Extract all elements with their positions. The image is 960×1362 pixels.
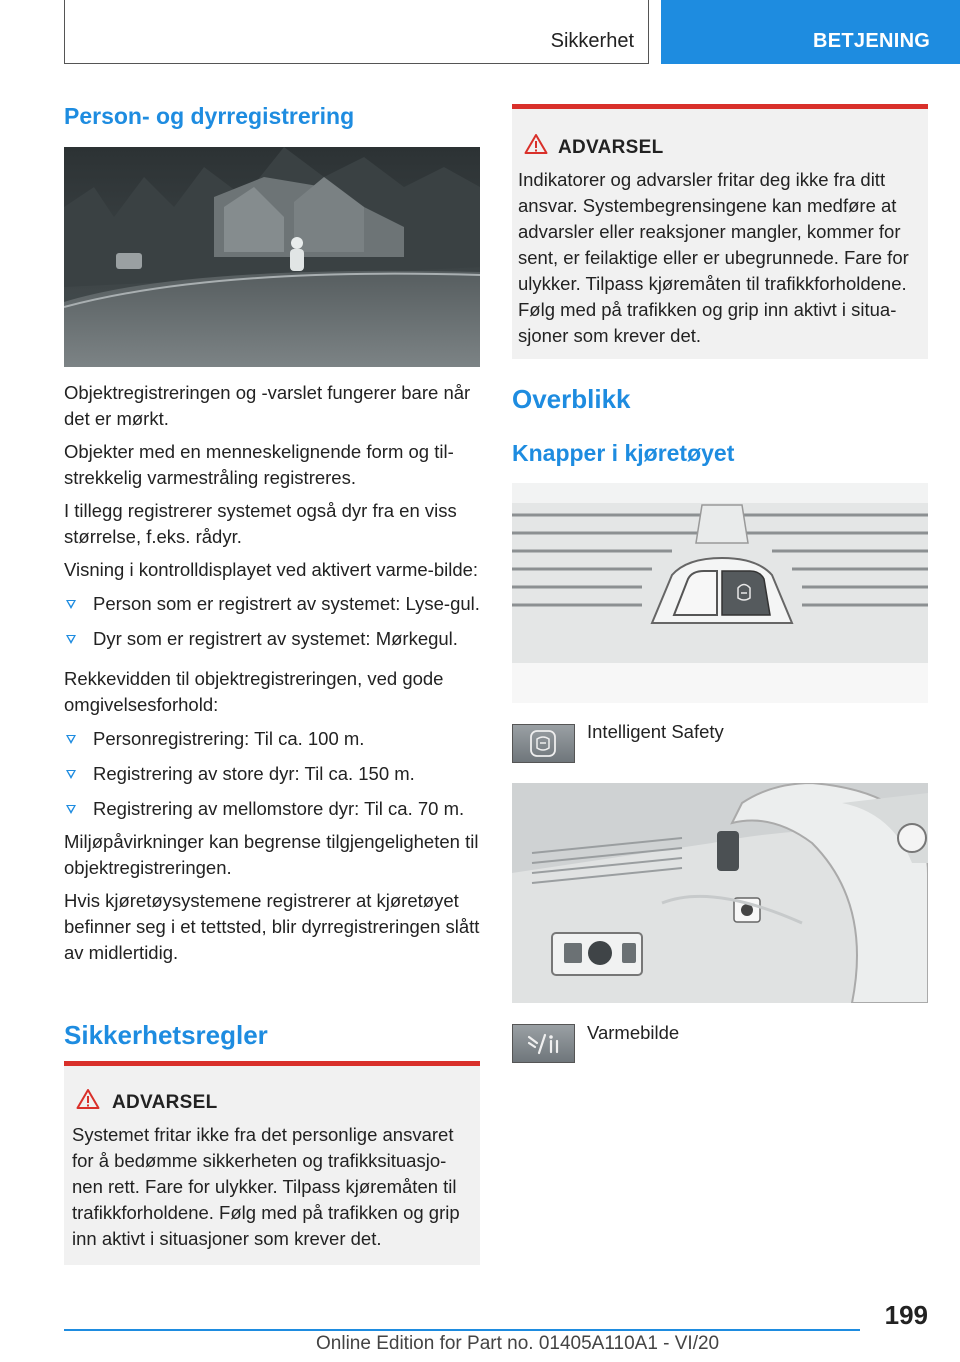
heading-safety-rules: Sikkerhetsregler — [64, 1020, 268, 1050]
paragraph: Visning i kontrolldisplayet ved aktivert varme-bilde: — [64, 559, 479, 580]
heading-buttons-in-vehicle: Knapper i kjøretøyet — [512, 440, 735, 466]
night-vision-image — [64, 147, 480, 367]
bullet-triangle-icon — [66, 735, 76, 744]
paragraph: Objekter med en menneskelignende form og til-strekkelig varmestråling registreres. — [64, 441, 454, 488]
warning-box-right — [512, 104, 928, 359]
list-item: Personregistrering: Til ca. 100 m. — [64, 726, 480, 752]
bullet-triangle-icon — [66, 635, 76, 644]
bullet-triangle-icon — [66, 805, 76, 814]
list-item: Person som er registrert av systemet: Lyse-gul. — [64, 591, 480, 617]
warning-title: ADVARSEL — [112, 1092, 218, 1113]
header-chapter-title: BETJENING — [813, 30, 931, 52]
paragraph: Rekkevidden til objektregistreringen, ved gode omgivelsesforhold: — [64, 668, 444, 715]
footer-edition: Online Edition for Part no. 01405A110A1 - VI/20 — [316, 1333, 720, 1354]
list-item: Dyr som er registrert av systemet: Mørkegul. — [64, 626, 480, 652]
thermal-image-button-icon — [512, 1024, 575, 1063]
intelligent-safety-button-icon — [512, 724, 575, 763]
warning-title: ADVARSEL — [558, 137, 664, 158]
display-bullet-list — [64, 591, 480, 652]
button-caption: Intelligent Safety — [587, 721, 724, 742]
warning-box-left — [64, 1061, 480, 1265]
bullet-triangle-icon — [66, 600, 76, 609]
list-item: Registrering av mellomstore dyr: Til ca. 70 m. — [64, 796, 480, 822]
heading-overview: Overblikk — [512, 384, 631, 414]
paragraph: Objektregistreringen og -varslet fungerer bare når det er mørkt. — [64, 382, 471, 429]
paragraph: Hvis kjøretøysystemene registrerer at kjøretøyet befinner seg i et tettsted, blir dyrregistreringen slått av midlertidig. — [64, 890, 480, 963]
bullet-triangle-icon — [66, 770, 76, 779]
steering-area-image — [512, 783, 928, 1003]
range-bullet-list — [64, 726, 480, 822]
paragraph: I tillegg registrerer systemet også dyr fra en viss størrelse, f.eks. rådyr. — [64, 500, 457, 547]
dashboard-button-image — [512, 483, 928, 703]
header-chapter-tab — [661, 0, 960, 64]
heading-person-animal-detection: Person- og dyrregistrering — [64, 103, 355, 129]
button-caption: Varmebilde — [587, 1022, 680, 1043]
header-section-tab — [64, 0, 649, 64]
left-text-block — [64, 380, 480, 966]
warning-text: Indikatorer og advarsler fritar deg ikke fra ditt ansvar. Systembegrensingene kan medføre at advarsler eller reaksjoner mangler, kommer for sent, er feilaktige eller er ubegrunnede. Fare for ulykker. Tilpass kjøremåten til trafikkforholdene. Følg med på trafikken og grip inn aktivt i situa-sjoner som krever det. — [518, 169, 909, 346]
warning-text: Systemet fritar ikke fra det personlige ansvaret for å bedømme sikkerheten og trafikksituasjo-nen rett. Fare for ulykker. Tilpass kjøremåten til trafikkforholdene. Følg med på trafikken og grip inn aktivt i situasjoner som krever det. — [72, 1124, 460, 1249]
header-section-title: Sikkerhet — [550, 30, 634, 52]
warning-triangle-icon — [76, 1088, 100, 1110]
warning-triangle-icon — [524, 133, 548, 155]
paragraph: Miljøpåvirkninger kan begrense tilgjengeligheten til objektregistreringen. — [64, 831, 479, 878]
list-item: Registrering av store dyr: Til ca. 150 m. — [64, 761, 480, 787]
page-number: 199 — [884, 1300, 928, 1330]
footer-divider — [64, 1329, 860, 1331]
